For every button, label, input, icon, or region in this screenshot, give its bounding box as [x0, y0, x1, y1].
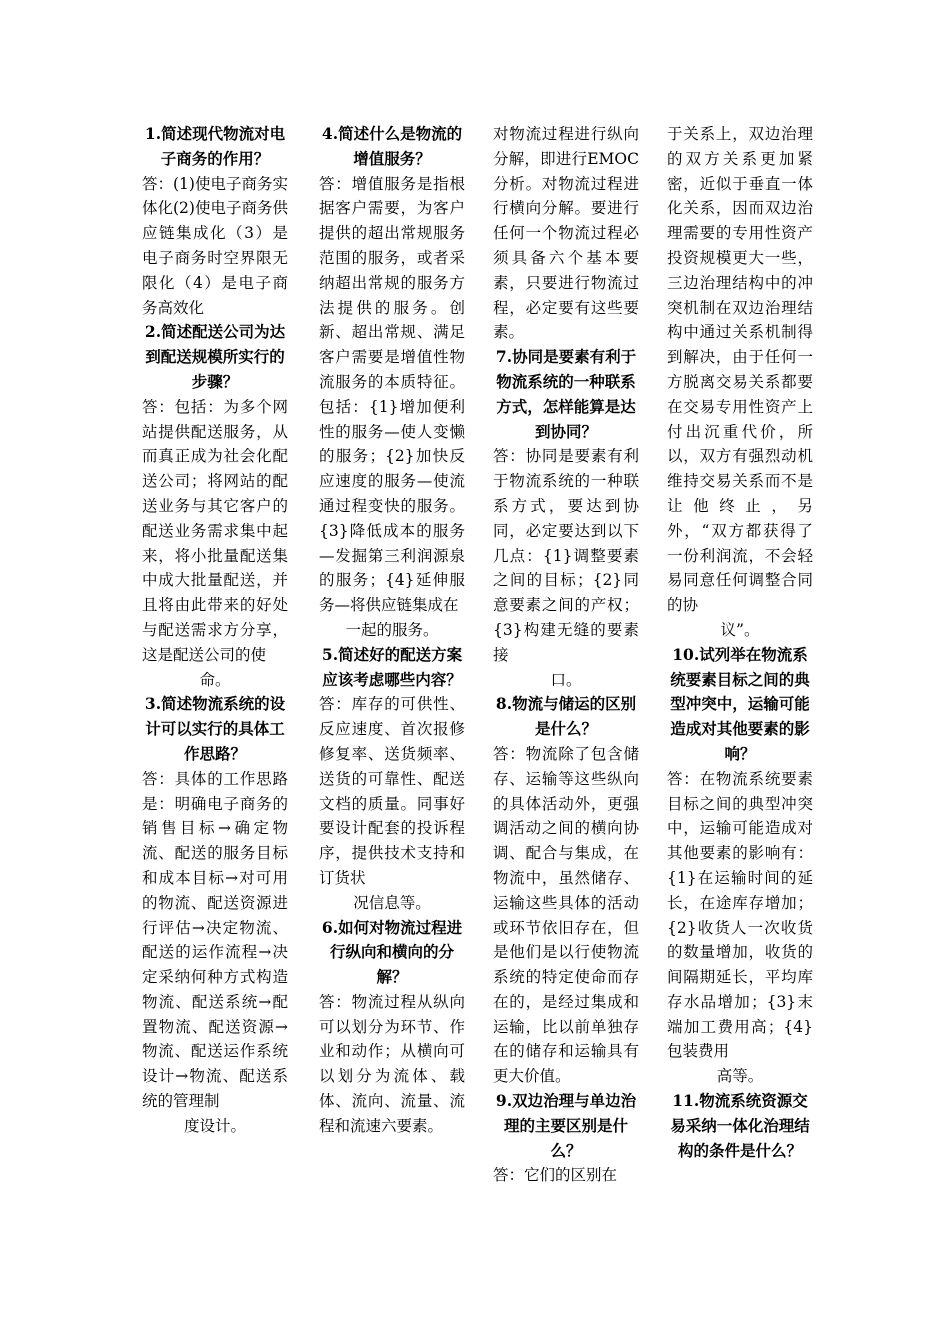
answer-paragraph-end: 度设计。	[183, 1116, 246, 1135]
question-heading: 2.简述配送公司为达到配送规模所实行的步骤？	[144, 322, 286, 391]
question-heading: 11.物流系统资源交易采纳一体化治理结构的条件是什么？	[670, 1091, 810, 1160]
answer-paragraph: 答：在物流系统要素目标之间的典型冲突中，运输可能造成对其他要素的影响有：{1}在运输时间的延长，在途库存增加；{2}收货人一次收货的数量增加，收货的间隔期延长，平均库存水品增加；{3}末端加工费用高；{4}包装费用	[667, 769, 813, 1061]
text-column-1	[142, 122, 288, 1139]
question-heading: 4.简述什么是物流的增值服务？	[321, 124, 463, 168]
answer-paragraph-end: 议”。	[720, 620, 760, 639]
answer-paragraph-end: 高等。	[716, 1067, 764, 1086]
answer-paragraph-end: 况信息等。	[353, 893, 431, 912]
question-heading: 9.双边治理与单边治理的主要区别是什么？	[495, 1091, 637, 1160]
question-heading: 10.试列举在物流系统要素目标之间的典型冲突中，运输可能造成对其他要素的影响？	[670, 644, 810, 763]
answer-paragraph: 答：库存的可供性、反应速度、首次报修修复率、送货频率、送货的可靠性、配送文档的质量。同事好要设计配套的投诉程序，提供技术支持和订货状	[319, 695, 465, 887]
question-heading: 8.物流与储运的区别是什么？	[495, 694, 637, 739]
question-heading: 3.简述物流系统的设计可以实行的具体工作思路？	[144, 694, 286, 763]
text-column-3	[493, 122, 639, 1188]
answer-paragraph-end: 一起的服务。	[345, 620, 439, 639]
text-column-4	[667, 122, 813, 1163]
answer-paragraph: 答：具体的工作思路是：明确电子商务的销售目标→确定物流、配送的服务目标和成本目标→对可用的物流、配送资源进行评估→决定物流、配送的运作流程→决定采纳何种方式构造物流、配送系统→配置物流、配送资源→物流、配送运作系统设计→物流、配送系统的管理制	[142, 769, 288, 1111]
question-heading: 5.简述好的配送方案应该考虑哪些内容？	[321, 644, 463, 689]
answer-paragraph: 答：物流过程从纵向可以划分为环节、作业和动作；从横向可以划分为流体、载体、流向、流量、流程和流速六要素。	[319, 992, 465, 1135]
answer-paragraph: 对物流过程进行纵向分解，即进行EMOC分析。对物流过程进行横向分解。要进行任何一个物流过程必须具备六个基本要素，只要进行物流过程，必定要有这些要素。	[493, 125, 639, 342]
text-column-2	[319, 122, 465, 1139]
answer-paragraph: 答：包括：为多个网站提供配送服务，从而真正成为社会化配送公司；将网站的配送业务与其它客户的配送业务需求集中起来，将小批量配送集中成大批量配送，并且将由此带来的好处与配送需求方分享，这是配送公司的使	[142, 397, 288, 664]
answer-paragraph: 答：它们的区别在	[493, 1166, 618, 1185]
question-heading: 6.如何对物流过程进行纵向和横向的分解？	[321, 917, 463, 987]
answer-paragraph: 答：(1)使电子商务实体化(2)使电子商务供应链集成化（3）是电子商务时空界限无限化（4）是电子商务高效化	[142, 174, 288, 317]
answer-paragraph: 答：协同是要素有利于物流系统的一种联系方式，要达到协同，必定要达到以下几点：{1}调整要素之间的目标；{2}同意要素之间的产权；{3}构建无缝的要素接	[493, 447, 639, 664]
answer-paragraph: 答：物流除了包含储存、运输等这些纵向的具体活动外，更强调活动之间的横向协调、配合与集成，在物流中，虽然储存、运输这些具体的活动或环节依旧存在，但是他们是以行使物流系统的特定使命而存在的，是经过集成和运输，比以前单独存在的储存和运输具有更大价值。	[493, 744, 639, 1086]
answer-paragraph: 答：增值服务是指根据客户需要，为客户提供的超出常规服务范围的服务，或者采纳超出常规的服务方法提供的服务。创新、超出常规、满足客户需要是增值性物流服务的本质特征。包括：{1}增加便利性的服务—使人变懒的服务；{2}加快反应速度的服务—使流通过程变快的服务。{3}降低成本的服务—发掘第三利润源泉的服务；{4}延伸服务—将供应链集成在	[319, 174, 465, 615]
question-heading: 7.协同是要素有利于物流系统的一种联系方式，怎样能算是达到协同？	[495, 347, 637, 441]
answer-paragraph-end: 口。	[550, 670, 582, 689]
question-heading: 1.简述现代物流对电子商务的作用？	[144, 124, 286, 168]
answer-paragraph: 于关系上，双边治理的双方关系更加紧密，近似于垂直一体化关系，因而双边治理需要的专用性资产投资规模更大一些，三边治理结构中的冲突机制在双边治理结构中通过关系机制得到解决，由于任何一方脱离交易关系都要在交易专用性资产上付出沉重代价，所以，双方有强烈动机维持交易关系而不是让他终止，另外，“双方都获得了一份利润流，不会轻易同意任何调整合同的协	[667, 125, 813, 615]
answer-paragraph-end: 命。	[199, 670, 231, 689]
